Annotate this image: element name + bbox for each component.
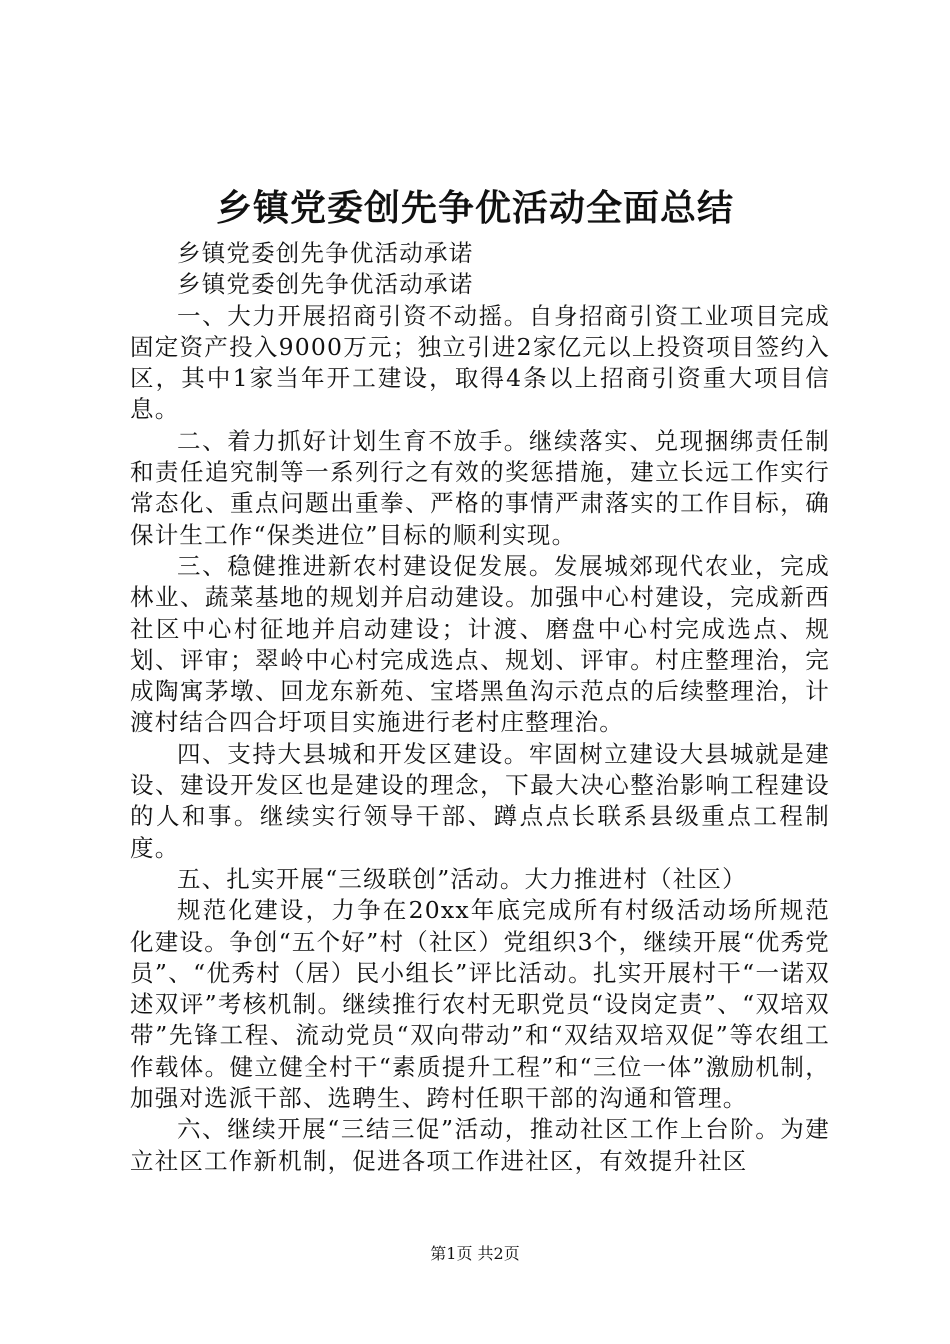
paragraph: 一、大力开展招商引资不动摇。自身招商引资工业项目完成固定资产投入9000万元；独立引进2家亿元以上投资项目签约入区，其中1家当年开工建设，取得4条以上招商引资重大项目信息。 <box>130 301 830 424</box>
paragraph: 乡镇党委创先争优活动承诺 <box>177 239 474 267</box>
paragraph: 二、着力抓好计划生育不放手。继续落实、兑现捆绑责任制和责任追究制等一系列行之有效的奖惩措施，建立长远工作实行常态化、重点问题出重拳、严格的事情严肃落实的工作目标，确保计生工作“保类进位”目标的顺利实现。 <box>130 426 830 549</box>
paragraph: 五、扎实开展“三级联创”活动。大力推进村（社区） <box>177 864 747 893</box>
page-footer: 第1页 共2页 <box>430 1244 520 1263</box>
paragraph: 四、支持大县城和开发区建设。牢固树立建设大县城就是建设、建设开发区也是建设的理念，下最大决心整治影响工程建设的人和事。继续实行领导干部、蹲点点长联系县级重点工程制度。 <box>130 739 830 862</box>
paragraph: 规范化建设，力争在20xx年底完成所有村级活动场所规范化建设。争创“五个好”村（社区）党组织3个，继续开展“优秀党员”、“优秀村（居）民小组长”评比活动。扎实开展村干“一诺双述双评”考核机制。继续推行农村无职党员“设岗定责”、“双培双带”先锋工程、流动党员“双向带动”和“双结双培双促”等农组工作载体。健立健全村干“素质提升工程”和“三位一体”激励机制，加强对选派干部、选聘生、跨村任职干部的沟通和管理。 <box>130 896 830 1113</box>
paragraph: 三、稳健推进新农村建设促发展。发展城郊现代农业，完成林业、蔬菜基地的规划并启动建设。加强中心村建设，完成新西社区中心村征地并启动建设；计渡、磨盘中心村完成选点、规划、评审；翠岭中心村完成选点、规划、评审。村庄整理治，完成陶寓茅墩、回龙东新苑、宝塔黑鱼沟示范点的后续整理治，计渡村结合四合圩项目实施进行老村庄整理治。 <box>130 551 830 737</box>
paragraph: 六、继续开展“三结三促”活动，推动社区工作上台阶。为建立社区工作新机制，促进各项工作进社区，有效提升社区 <box>130 1115 830 1175</box>
paragraph: 乡镇党委创先争优活动承诺 <box>177 270 474 299</box>
page-title: 乡镇党委创先争优活动全面总结 <box>215 187 734 229</box>
document-body <box>130 238 830 1177</box>
